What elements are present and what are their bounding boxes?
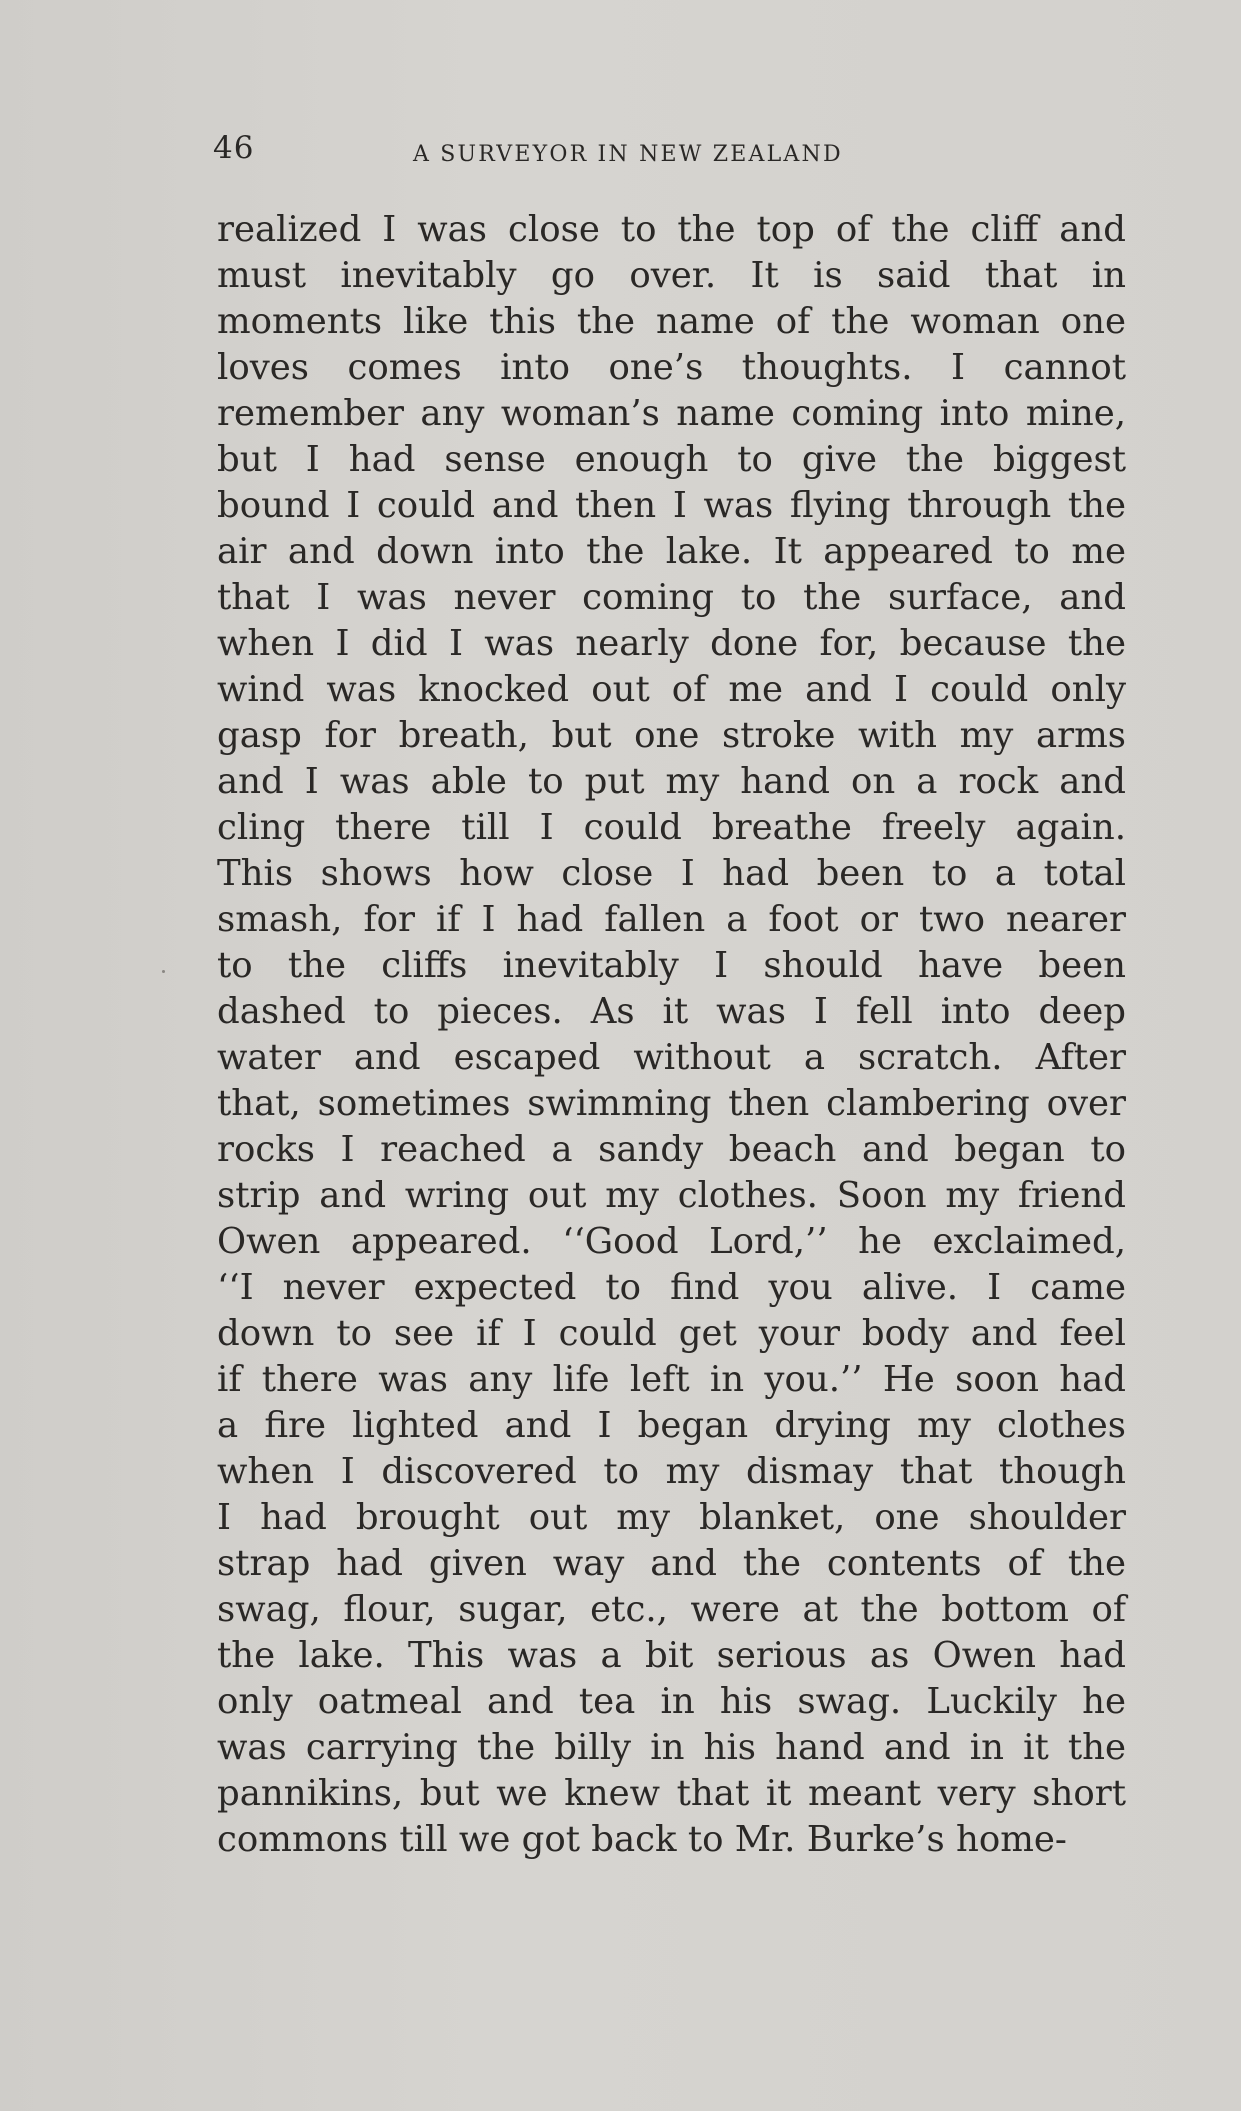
text-line: the lake. This was a bit serious as Owen had xyxy=(217,1635,1126,1676)
running-head: A SURVEYOR IN NEW ZEALAND xyxy=(413,142,843,167)
page-header xyxy=(213,130,1128,170)
text-line: was carrying the billy in his hand and in it the xyxy=(217,1727,1126,1768)
text-line: a fire lighted and I began drying my clothes xyxy=(217,1405,1126,1446)
text-line: commons till we got back to Mr. Burke’s home- xyxy=(217,1819,1067,1860)
text-line: if there was any life left in you.’’ He soon had xyxy=(217,1359,1126,1400)
text-line: smash, for if I had fallen a foot or two nearer xyxy=(217,899,1126,940)
text-line: but I had sense enough to give the biggest xyxy=(217,439,1126,480)
text-line: dashed to pieces. As it was I fell into deep xyxy=(217,991,1126,1032)
text-line: to the cliffs inevitably I should have been xyxy=(217,945,1126,986)
text-line: water and escaped without a scratch. After xyxy=(217,1037,1126,1078)
paper-speck xyxy=(162,970,165,973)
text-line: bound I could and then I was flying through the xyxy=(217,485,1126,526)
page-number: 46 xyxy=(213,130,255,166)
text-line: strip and wring out my clothes. Soon my friend xyxy=(217,1175,1126,1216)
text-line: strap had given way and the contents of the xyxy=(217,1543,1126,1584)
text-line: wind was knocked out of me and I could only xyxy=(217,669,1126,710)
text-line: moments like this the name of the woman one xyxy=(217,301,1126,342)
body-text xyxy=(217,207,1126,1863)
text-line: loves comes into one’s thoughts. I cannot xyxy=(217,347,1126,388)
text-line: when I did I was nearly done for, because the xyxy=(217,623,1126,664)
text-line: that I was never coming to the surface, and xyxy=(217,577,1126,618)
text-line: down to see if I could get your body and feel xyxy=(217,1313,1126,1354)
text-line: cling there till I could breathe freely again. xyxy=(217,807,1126,848)
text-line: swag, flour, sugar, etc., were at the bottom of xyxy=(217,1589,1126,1630)
text-line: I had brought out my blanket, one shoulder xyxy=(217,1497,1126,1538)
text-line: remember any woman’s name coming into mine, xyxy=(217,393,1126,434)
text-line: Owen appeared. ‘‘Good Lord,’’ he exclaimed, xyxy=(217,1221,1126,1262)
text-line: must inevitably go over. It is said that in xyxy=(217,255,1126,296)
text-line: air and down into the lake. It appeared to me xyxy=(217,531,1126,572)
text-line: ‘‘I never expected to find you alive. I came xyxy=(217,1267,1126,1308)
text-line: realized I was close to the top of the cliff and xyxy=(217,209,1126,250)
text-line: and I was able to put my hand on a rock and xyxy=(217,761,1126,802)
text-line: pannikins, but we knew that it meant very short xyxy=(217,1773,1126,1814)
text-line: gasp for breath, but one stroke with my arms xyxy=(217,715,1126,756)
text-line: This shows how close I had been to a total xyxy=(217,853,1126,894)
text-line: rocks I reached a sandy beach and began to xyxy=(217,1129,1126,1170)
text-line: when I discovered to my dismay that though xyxy=(217,1451,1126,1492)
text-line: that, sometimes swimming then clambering over xyxy=(217,1083,1126,1124)
text-line: only oatmeal and tea in his swag. Luckily he xyxy=(217,1681,1126,1722)
